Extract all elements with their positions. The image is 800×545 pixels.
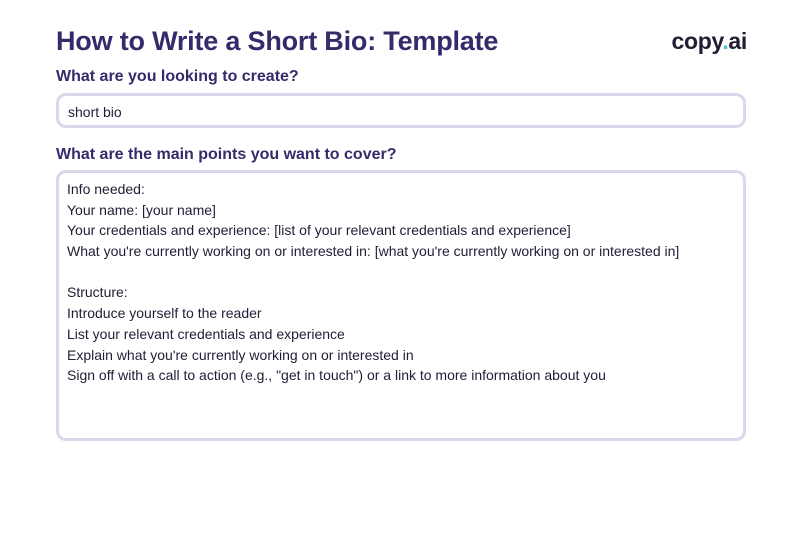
main-points-line: Your credentials and experience: [list of your relevant credentials and experience] [67,222,571,239]
copyai-logo[interactable] [672,28,747,55]
main-points-line: Structure: [67,284,128,301]
main-points-line: Your name: [your name] [67,201,216,218]
what-to-create-value: short bio [68,104,122,120]
main-points-label: What are the main points you want to cover? [56,146,397,163]
logo-text-ai: ai [728,28,747,54]
main-points-line: What you're currently working on or interested in: [what you're currently working on or interested in] [67,243,680,260]
main-points-line: Explain what you're currently working on or interested in [67,346,414,363]
main-points-line: List your relevant credentials and experience [67,325,345,342]
main-points-line: Info needed: [67,181,145,197]
logo-text-copy: copy [671,28,723,54]
main-points-line: Introduce yourself to the reader [67,305,262,322]
main-points-field[interactable] [56,170,746,441]
what-to-create-label: What are you looking to create? [56,68,299,85]
main-points-line [67,262,735,283]
main-points-line: Sign off with a call to action (e.g., "get in touch") or a link to more information about you [67,367,606,384]
page-title: How to Write a Short Bio: Template [56,26,499,56]
what-to-create-field[interactable] [56,93,746,128]
logo-dot: . [722,28,729,54]
